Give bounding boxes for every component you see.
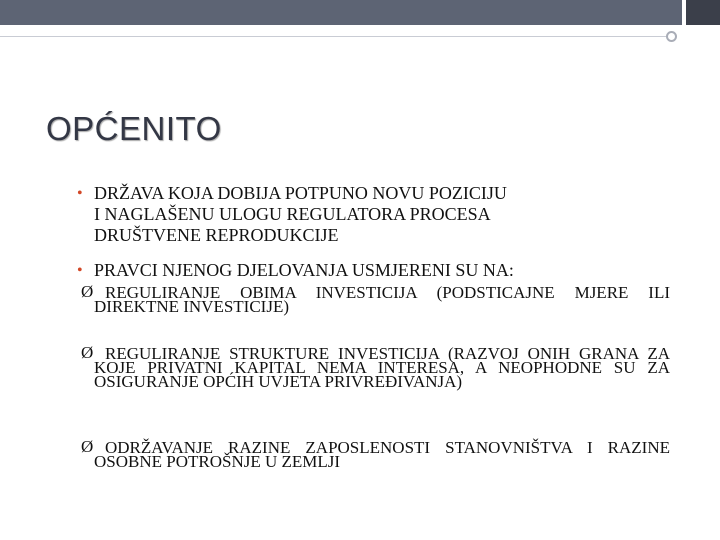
bullet-dot-icon: • (77, 262, 83, 279)
sub-item-text: REGULIRANJE STRUKTURE INVESTICIJA (RAZVOJ ONIH GRANA ZA KOJE PRIVATNI KAPITAL NEMA INTERESA, A NEOPHODNE SU ZA OSIGURANJE OPĆIH UVJETA PRIVREĐIVANJA) (94, 344, 670, 391)
sub-item (81, 343, 670, 391)
slide-title: OPĆENITO (46, 110, 222, 147)
bullet-line: DRŽAVA KOJA DOBIJA POTPUNO NOVU POZICIJU (94, 183, 507, 203)
sub-item (81, 282, 670, 316)
bullet-item (77, 260, 674, 281)
sub-item-text: ODRŽAVANJE RAZINE ZAPOSLENOSTI STANOVNIŠTVA I RAZINE OSOBNE POTROŠNJE U ZEMLJI (94, 438, 670, 471)
sub-item (81, 437, 670, 471)
arrow-bullet-icon: Ø (81, 343, 94, 362)
arrow-bullet-icon: Ø (81, 282, 94, 301)
bullet-line: I NAGLAŠENU ULOGU REGULATORA PROCESA (94, 204, 491, 224)
bullet-item (77, 183, 674, 246)
bullet-line: PRAVCI NJENOG DJELOVANJA USMJERENI SU NA: (94, 260, 514, 280)
arrow-bullet-icon: Ø (81, 437, 94, 456)
bullet-line: DRUŠTVENE REPRODUKCIJE (94, 225, 339, 245)
sub-item-text: REGULIRANJE OBIMA INVESTICIJA (PODSTICAJNE MJERE ILI DIREKTNE INVESTICIJE) (94, 283, 670, 316)
bullet-dot-icon: • (77, 185, 83, 202)
